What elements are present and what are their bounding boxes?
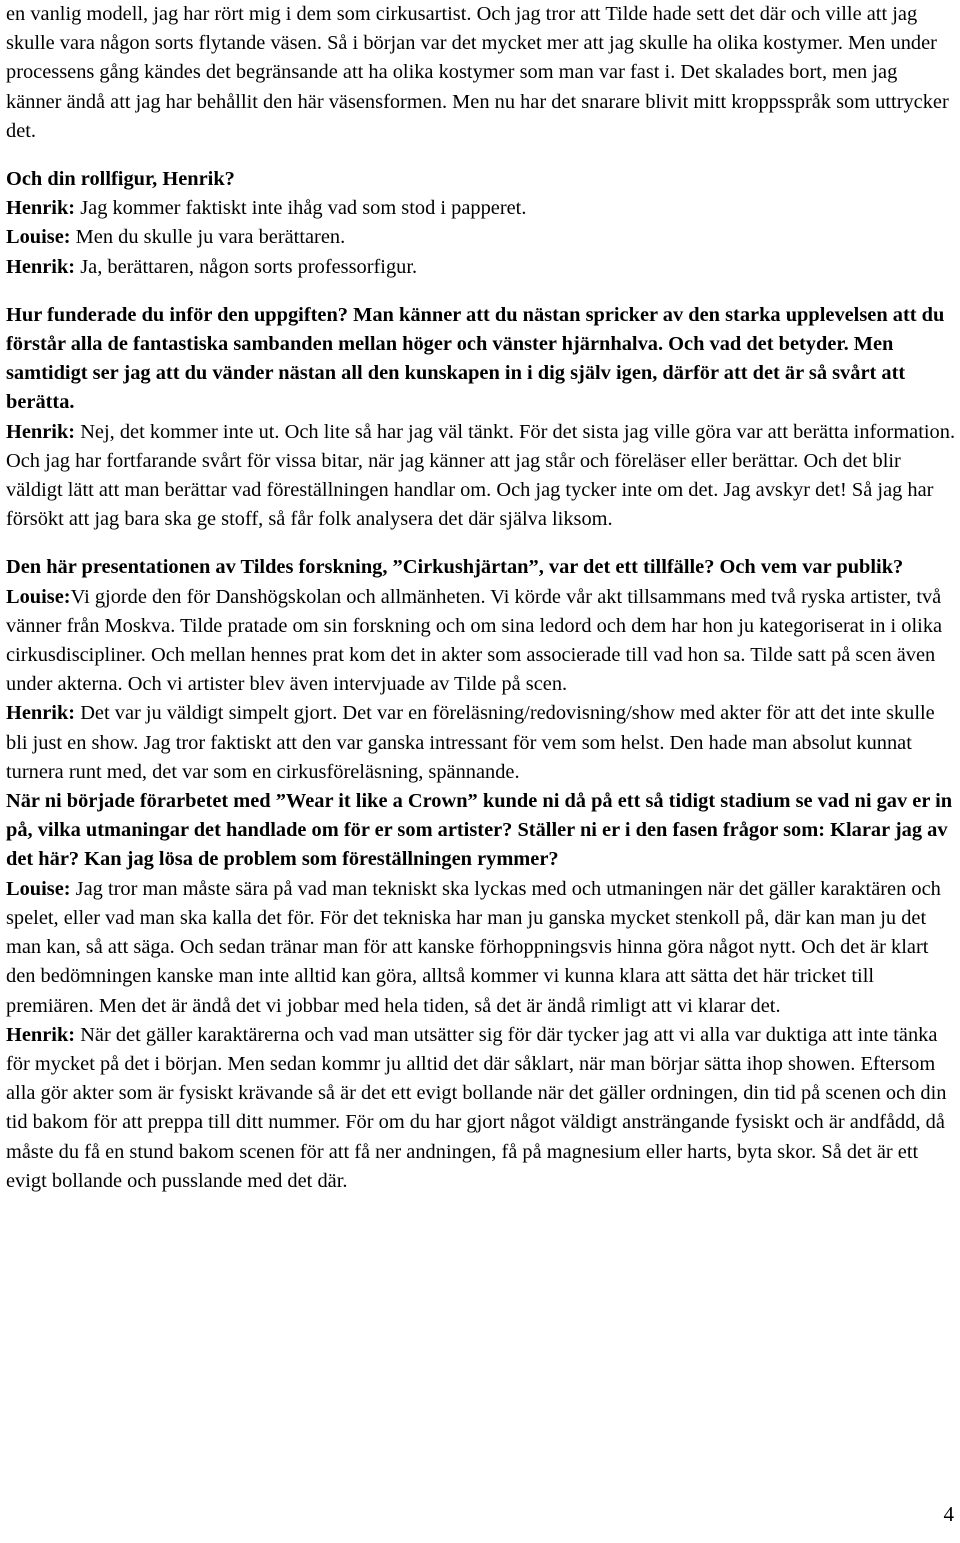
speaker-label: Henrik: [6,1023,76,1046]
speaker-label: Louise: [6,226,71,249]
answer-text: När det gäller karaktärerna och vad man utsätter sig för där tycker jag att vi alla var duktiga att inte tänka för mycket på det i början. Men sedan kommr ju alltid det där såklart, när man börjar sätta ihop showen. Eftersom alla gör akter som är fysiskt krävande så är det ett evigt bollande när det gäller ordningen, din tid på scenen och din tid bakom för att preppa till ditt nummer. För om du har gjort något väldigt ansträngande fysiskt och är andfådd, då måste du få en stund bakom scenen för att få ner andningen, få på magnesium eller harts, byta skor. Så det är ett evigt bollande och pusslande med det där. [6,1023,947,1192]
speaker-label: Louise: [6,585,71,608]
speaker-label: Louise: [6,877,71,900]
answer-henrik-simpelt [6,699,956,787]
answer-henrik-karaktarerna [6,1021,956,1196]
answer-henrik-professorfigur [6,253,956,282]
answer-text: Vi gjorde den för Danshögskolan och allmänheten. Vi körde vår akt tillsammans med två ryska artister, två vänner från Moskva. Tilde pratade om sin forskning och om sina ledord och dem har hon ju kategoriserat in i olika cirkusdiscipliner. Och mellan hennes prat kom det in akter som associerade till vad hon sa. Tilde satt på scen även under akterna. Och vi artister blev även intervjuade av Tilde på scen. [6,585,943,696]
answer-louise-berattaren [6,223,956,252]
document-body [6,0,956,1196]
speaker-label: Henrik: [6,420,76,443]
answer-henrik-papperet [6,194,956,223]
question-uppgiften: Hur funderade du inför den uppgiften? Man känner att du nästan spricker av den starka upplevelsen att du förstår alla de fantastiska sambanden mellan höger och vänster hjärnhalva. Och vad det betyder. Men samtidigt ser jag att du vänder nästan all den kunskapen in i dig själv igen, därför att det är så svårt att berätta. [6,303,945,414]
answer-text: Det var ju väldigt simpelt gjort. Det var en föreläsning/redovisning/show med akter för att det inte skulle bli just en show. Jag tror faktiskt att den var ganska intressant för vem som helst. Den hade man absolut kunnat turnera runt med, det var som en cirkusföreläsning, spännande. [6,702,935,783]
intro-paragraph: en vanlig modell, jag har rört mig i dem som cirkusartist. Och jag tror att Tilde hade sett det där och ville att jag skulle vara någon sorts flytande väsen. Så i början var det mycket mer att jag skulle ha olika kostymer. Men under processens gång kändes det begränsande att ha olika kostymer som man var fast i. Det skalades bort, men jag känner ändå att jag har behållit den här väsensformen. Men nu har det snarare blivit mitt kroppsspråk som uttrycker det. [6,3,949,142]
question-presentationen: Den här presentationen av Tildes forskning, ”Cirkushjärtan”, var det ett tillfälle? Och vem var publik? [6,556,904,579]
paragraph-gap [6,534,956,553]
answer-text: Jag tror man måste sära på vad man tekniskt ska lyckas med och utmaningen när det gäller karaktären och spelet, eller vad man ska kalla det för. För det tekniska har man ju ganska mycket stenkoll på, där kan man ju det man kan, så att säga. Och sedan tränar man för att kanske förhoppningsvis hinna göra något nytt. Och det är klart den bedömningen kanske man inte alltid kan göra, alltså kommer vi kunna klara att sätta det här tricket till premiären. Men det är ändå det vi jobbar med hela tiden, så det är ändå rimligt att vi klarar det. [6,877,941,1017]
answer-text: Ja, berättaren, någon sorts professorfigur. [75,255,418,278]
speaker-label: Henrik: [6,197,76,220]
answer-text: Men du skulle ju vara berättaren. [70,226,346,249]
answer-henrik-information [6,418,956,535]
speaker-label: Henrik: [6,255,76,278]
answer-text: Jag kommer faktiskt inte ihåg vad som stod i papperet. [75,197,527,220]
question-rollfigur: Och din rollfigur, Henrik? [6,168,235,191]
speaker-label: Henrik: [6,702,76,725]
question-forarbetet: När ni började förarbetet med ”Wear it like a Crown” kunde ni då på ett så tidigt stadium se vad ni gav er in på, vilka utmaningar det handlade om för er som artister? Ställer ni er i den fasen frågor som: Klarar jag av det här? Kan jag lösa de problem som föreställningen rymmer? [6,790,953,871]
paragraph-gap [6,282,956,301]
page-number: 4 [943,1502,954,1526]
paragraph-gap [6,146,956,165]
answer-louise-tekniskt [6,875,956,1021]
answer-louise-danshogskolan [6,583,956,700]
answer-text: Nej, det kommer inte ut. Och lite så har jag väl tänkt. För det sista jag ville göra var att berätta information. Och jag har fortfarande svårt för vissa bitar, när jag känner att jag står och föreläser eller berättar. Och det blir väldigt lätt att man berättar vad föreställningen handlar om. Och jag tycker inte om det. Jag avskyr det! Så jag har försökt att jag bara ska ge stoff, så får folk analysera det där själva liksom. [6,420,956,531]
